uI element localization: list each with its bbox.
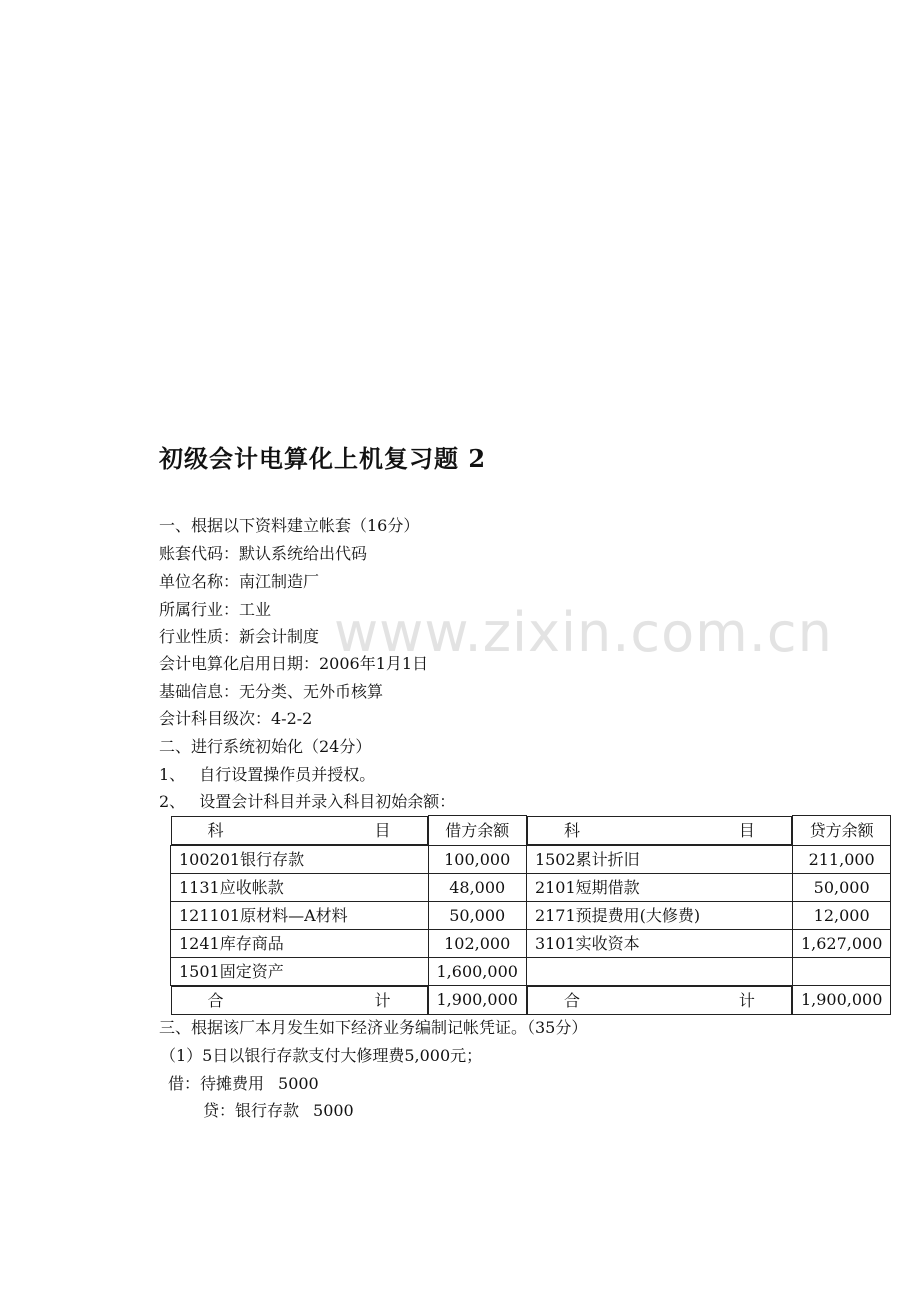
account-code-line: 账套代码：默认系统给出代码 bbox=[159, 544, 368, 563]
debit-amount-cell: 100,000 bbox=[428, 845, 526, 873]
header-subject-right bbox=[527, 816, 792, 845]
credit-subject-cell: 3101实收资本 bbox=[526, 929, 792, 957]
table-row bbox=[171, 957, 891, 985]
base-info-line: 基础信息：无分类、无外币核算 bbox=[159, 682, 384, 701]
entry1-debit-label: 借：待摊费用 bbox=[168, 1074, 265, 1093]
total-label-right-char1: 合 bbox=[563, 990, 580, 1010]
table-header-row bbox=[171, 816, 891, 846]
step2-line bbox=[159, 790, 455, 814]
debit-subject-cell: 1241库存商品 bbox=[171, 929, 429, 957]
watermark: www.zixin.com.cn bbox=[334, 601, 833, 664]
total-label-right-char2: 计 bbox=[738, 990, 755, 1010]
entry1-debit-amount: 5000 bbox=[278, 1074, 319, 1093]
step2-number: 2、 bbox=[159, 792, 186, 811]
debit-total-cell: 1,900,000 bbox=[428, 985, 526, 1015]
industry-line: 所属行业：工业 bbox=[159, 600, 272, 619]
credit-amount-cell: 1,627,000 bbox=[792, 929, 890, 957]
table-row bbox=[171, 929, 891, 957]
opening-balance-table bbox=[170, 815, 891, 1015]
header-credit: 贷方余额 bbox=[792, 816, 890, 846]
section3-heading: 三、根据该厂本月发生如下经济业务编制记帐凭证。（35分） bbox=[159, 1018, 588, 1037]
credit-subject-cell: 1502累计折旧 bbox=[526, 845, 792, 873]
debit-subject-cell: 121101原材料—A材料 bbox=[171, 901, 429, 929]
section2-heading: 二、进行系统初始化（24分） bbox=[159, 737, 372, 756]
debit-amount-cell: 48,000 bbox=[428, 873, 526, 901]
total-label-left bbox=[171, 986, 428, 1015]
table-row bbox=[171, 901, 891, 929]
table-total-row bbox=[171, 985, 891, 1015]
credit-total-cell: 1,900,000 bbox=[792, 985, 890, 1015]
header-subject-right-char2: 目 bbox=[738, 820, 755, 840]
debit-subject-cell: 100201银行存款 bbox=[171, 845, 429, 873]
industry-nature-line: 行业性质：新会计制度 bbox=[159, 627, 320, 646]
company-name-line: 单位名称：南江制造厂 bbox=[159, 572, 320, 591]
credit-amount-cell: 50,000 bbox=[792, 873, 890, 901]
header-subject-left bbox=[171, 816, 428, 845]
debit-amount-cell: 1,600,000 bbox=[428, 957, 526, 985]
start-date-line: 会计电算化启用日期：2006年1月1日 bbox=[159, 654, 429, 673]
total-label-left-char1: 合 bbox=[207, 990, 224, 1010]
table-row bbox=[171, 873, 891, 901]
credit-subject-cell: 2101短期借款 bbox=[526, 873, 792, 901]
entry1-credit-line bbox=[203, 1099, 354, 1123]
total-label-left-char2: 计 bbox=[374, 990, 391, 1010]
credit-amount-cell: 12,000 bbox=[792, 901, 890, 929]
entry1-description: （1）5日以银行存款支付大修理费5,000元； bbox=[160, 1046, 483, 1065]
credit-subject-cell bbox=[526, 957, 792, 985]
step1-text: 自行设置操作员并授权。 bbox=[199, 765, 376, 784]
entry1-credit-amount: 5000 bbox=[313, 1101, 354, 1120]
debit-subject-cell: 1501固定资产 bbox=[171, 957, 429, 985]
debit-amount-cell: 102,000 bbox=[428, 929, 526, 957]
debit-subject-cell: 1131应收帐款 bbox=[171, 873, 429, 901]
entry1-credit-label: 贷：银行存款 bbox=[203, 1101, 300, 1120]
step2-text: 设置会计科目并录入科目初始余额： bbox=[199, 792, 456, 811]
account-levels-line: 会计科目级次：4-2-2 bbox=[159, 709, 313, 728]
total-label-right bbox=[527, 986, 792, 1015]
debit-amount-cell: 50,000 bbox=[428, 901, 526, 929]
header-debit: 借方余额 bbox=[428, 816, 526, 846]
entry1-debit-line bbox=[168, 1072, 319, 1096]
header-subject-left-char1: 科 bbox=[207, 820, 224, 840]
document-title: 初级会计电算化上机复习题 2 bbox=[159, 444, 487, 473]
credit-subject-cell: 2171预提费用(大修费) bbox=[526, 901, 792, 929]
credit-amount-cell bbox=[792, 957, 890, 985]
table-row bbox=[171, 845, 891, 873]
section1-heading: 一、根据以下资料建立帐套（16分） bbox=[159, 516, 420, 535]
step1-number: 1、 bbox=[159, 765, 186, 784]
credit-amount-cell: 211,000 bbox=[792, 845, 890, 873]
step1-line bbox=[159, 763, 375, 787]
header-subject-left-char2: 目 bbox=[374, 820, 391, 840]
header-subject-right-char1: 科 bbox=[563, 820, 580, 840]
